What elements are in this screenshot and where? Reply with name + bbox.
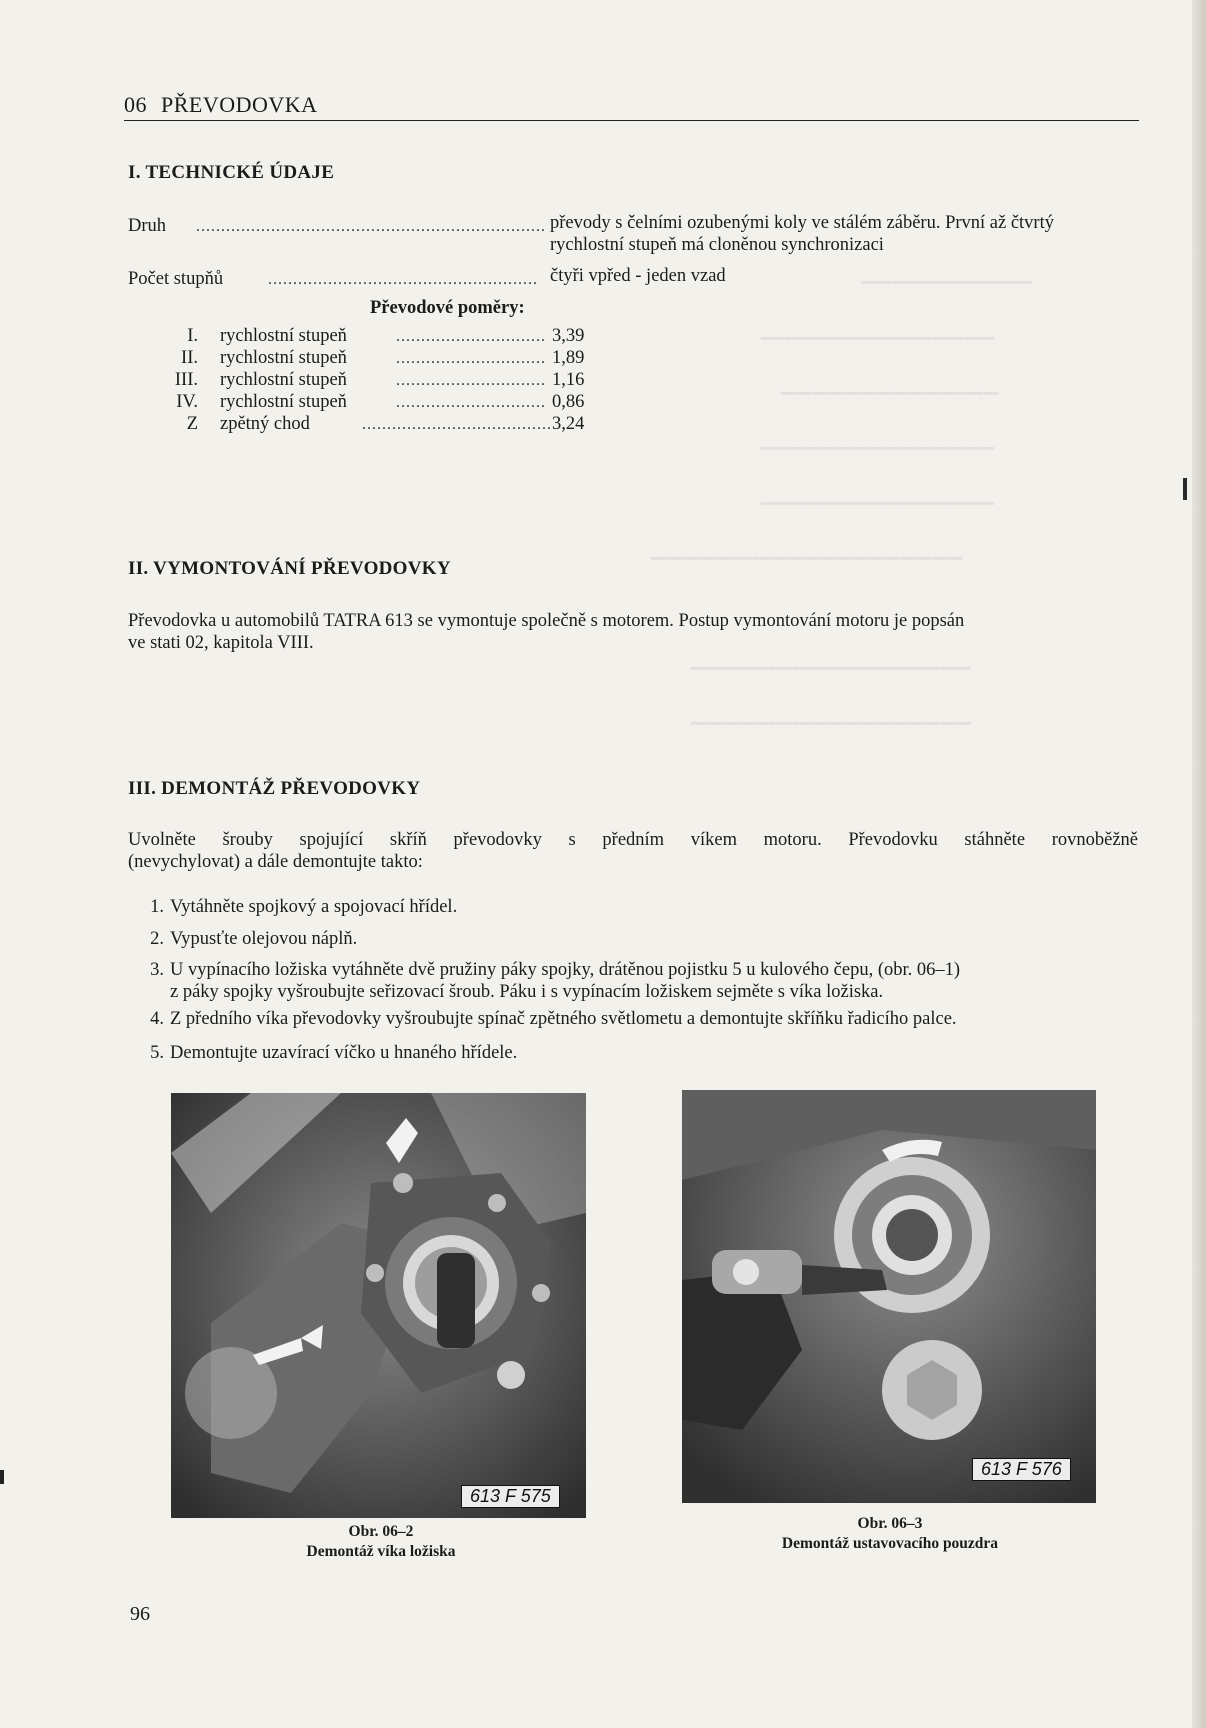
- step-text: Vypusťte olejovou náplň.: [170, 929, 358, 949]
- spec-label-druh: Druh: [128, 216, 167, 236]
- ratio-roman: I.: [187, 326, 198, 346]
- figure-bearing-cover-photo: [171, 1093, 586, 1518]
- photo-illustration: [171, 1093, 586, 1518]
- show-through-line: ▁▁▁▁▁▁▁▁▁▁▁▁▁▁: [780, 374, 999, 395]
- show-through-line: ▁▁▁▁▁▁▁▁▁▁▁: [860, 263, 1032, 284]
- binding-mark: [0, 1470, 4, 1484]
- figure-caption-title: Demontáž ustavovacího pouzdra: [781, 1535, 999, 1552]
- removal-paragraph: [128, 610, 1138, 654]
- removal-line2: ve stati 02, kapitola VIII.: [128, 633, 314, 653]
- ratio-roman: II.: [181, 348, 198, 368]
- figure-caption-title: Demontáž víka ložiska: [306, 1543, 456, 1560]
- ratios-title: Převodové poměry:: [370, 298, 525, 318]
- side-mark: [1183, 478, 1187, 500]
- show-through-line: ▁▁▁▁▁▁▁▁▁▁▁▁▁▁▁: [760, 484, 995, 505]
- chapter-number: 06: [124, 92, 147, 117]
- step-text-line1: U vypínacího ložiska vytáhněte dvě pružiny páky spojky, drátěnou pojistku 5 u kulového čepu, (obr. 06–1): [170, 960, 961, 980]
- leader-dots: ..............................: [396, 328, 546, 345]
- ratio-value: 3,39: [552, 326, 585, 346]
- step-text: Z předního víka převodovky vyšroubujte spínač zpětného světlometu a demontujte skříňku řadicího palce.: [170, 1009, 957, 1029]
- section-title-technical-data: I. TECHNICKÉ ÚDAJE: [128, 162, 335, 183]
- step-number: 3.: [150, 960, 164, 980]
- show-through-line: ▁▁▁▁▁▁▁▁▁▁▁▁▁▁▁▁▁▁: [690, 649, 972, 670]
- figure-caption-number: Obr. 06–2: [348, 1523, 414, 1540]
- chapter-header: [124, 92, 1139, 121]
- spec-label-pocet: Počet stupňů: [128, 269, 224, 289]
- figure-positioning-sleeve-photo: [682, 1090, 1096, 1503]
- step-text-line2: z páky spojky vyšroubujte seřizovací šroub. Páku i s vypínacím ložiskem sejměte s víka ložiska.: [170, 982, 884, 1002]
- ratio-roman: III.: [174, 370, 198, 390]
- figure-caption: [231, 1522, 531, 1562]
- show-through-line: ▁▁▁▁▁▁▁▁▁▁▁▁▁▁▁: [760, 429, 995, 450]
- removal-line1: Převodovka u automobilů TATRA 613 se vymontuje společně s motorem. Postup vymontování motoru je popsán: [128, 611, 965, 631]
- leader-dots: ......................................................: [268, 271, 538, 288]
- leader-dots: ......................................................................: [196, 218, 546, 235]
- disassembly-intro-line2: (nevychylovat) a dále demontujte takto:: [128, 852, 423, 872]
- show-through-line: ▁▁▁▁▁▁▁▁▁▁▁▁▁▁▁▁▁▁: [690, 704, 972, 725]
- ratio-value: 1,89: [552, 348, 585, 368]
- disassembly-intro-line1: Uvolněte šrouby spojující skříň převodovky s předním víkem motoru. Převodovku stáhněte rovnoběžně: [128, 830, 1138, 850]
- ratio-roman: Z: [186, 414, 198, 434]
- figure-code-label: 613 F 575: [461, 1485, 560, 1508]
- figure-code-label: 613 F 576: [972, 1458, 1071, 1481]
- ratio-roman: IV.: [176, 392, 198, 412]
- step-text: [170, 959, 1140, 1003]
- ratio-label: zpětný chod: [220, 414, 310, 434]
- chapter-title: PŘEVODOVKA: [161, 92, 318, 117]
- page-edge: [1192, 0, 1206, 1728]
- step-number: 2.: [150, 929, 164, 949]
- step-text: Demontujte uzavírací víčko u hnaného hřídele.: [170, 1043, 518, 1063]
- photo-illustration: [682, 1090, 1096, 1503]
- spec-value-pocet: čtyři vpřed - jeden vzad: [550, 266, 726, 286]
- show-through-line: ▁▁▁▁▁▁▁▁▁▁▁▁▁▁▁▁▁▁▁▁: [650, 539, 963, 560]
- section-title-disassembly: III. DEMONTÁŽ PŘEVODOVKY: [128, 778, 421, 799]
- section-title-removal: II. VYMONTOVÁNÍ PŘEVODOVKY: [128, 558, 451, 579]
- leader-dots: ..............................: [396, 372, 546, 389]
- page-number: 96: [130, 1603, 150, 1625]
- figure-caption: [740, 1514, 1040, 1554]
- disassembly-intro: [128, 829, 1138, 873]
- step-number: 4.: [150, 1009, 164, 1029]
- show-through-line: ▁▁▁▁▁▁▁▁▁▁▁▁▁▁▁: [760, 319, 995, 340]
- step-number: 1.: [150, 897, 164, 917]
- ratio-value: 3,24: [552, 414, 585, 434]
- leader-dots: ......................................: [362, 416, 552, 433]
- figure-caption-number: Obr. 06–3: [857, 1515, 923, 1532]
- step-number: 5.: [150, 1043, 164, 1063]
- ratio-label: rychlostní stupeň: [220, 392, 347, 412]
- ratio-value: 1,16: [552, 370, 585, 390]
- spec-value-druh-line1: převody s čelními ozubenými koly ve stálém záběru. První až čtvrtý: [550, 213, 1054, 233]
- leader-dots: ..............................: [396, 394, 546, 411]
- ratio-label: rychlostní stupeň: [220, 348, 347, 368]
- step-text: Vytáhněte spojkový a spojovací hřídel.: [170, 897, 458, 917]
- spec-value-druh-line2: rychlostní stupeň má cloněnou synchronizaci: [550, 235, 884, 255]
- ratio-label: rychlostní stupeň: [220, 326, 347, 346]
- ratio-value: 0,86: [552, 392, 585, 412]
- leader-dots: ..............................: [396, 350, 546, 367]
- spec-value-druh: [550, 212, 1140, 256]
- ratio-label: rychlostní stupeň: [220, 370, 347, 390]
